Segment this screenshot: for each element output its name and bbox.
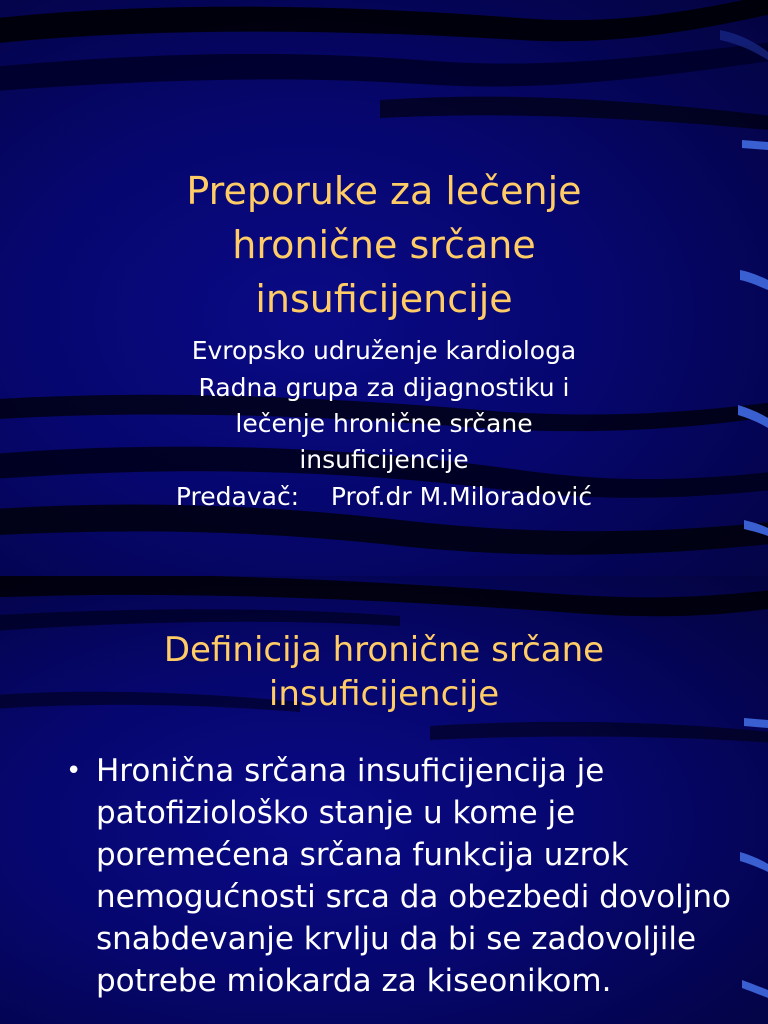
subtitle-block <box>0 332 768 516</box>
title-line: insuficijencije <box>255 277 513 321</box>
organization-text: Evropsko udruženje kardiologa <box>191 336 577 365</box>
bullet-icon: • <box>66 756 82 786</box>
title-line: Preporuke za lečenje <box>186 169 582 213</box>
working-group-line: insuficijencije <box>299 445 469 474</box>
presenter-text: Predavač: Prof.dr M.Miloradović <box>175 482 593 511</box>
title-line: Definicija hronične srčane <box>163 630 605 670</box>
working-group-line: Radna grupa za dijagnostiku i <box>198 373 570 402</box>
slide-definition <box>0 576 768 1024</box>
slide-definition-heading <box>0 628 768 716</box>
title-line: insuficijencije <box>268 674 500 714</box>
working-group-text <box>0 370 768 478</box>
slide-title-heading <box>0 164 768 326</box>
list-item <box>62 750 742 1002</box>
title-line: hronične srčane <box>232 223 536 267</box>
bullet-list <box>62 750 742 1002</box>
working-group-line: lečenje hronične srčane <box>235 409 533 438</box>
bullet-text: Hronična srčana insuficijencija je patofiziološko stanje u kome je poremećena srčana funkcija uzrok nemogućnosti srca da obezbedi dovoljno snabdevanje krvlju da bi se zadovoljile potrebe miokarda za kiseonikom. <box>96 753 731 999</box>
